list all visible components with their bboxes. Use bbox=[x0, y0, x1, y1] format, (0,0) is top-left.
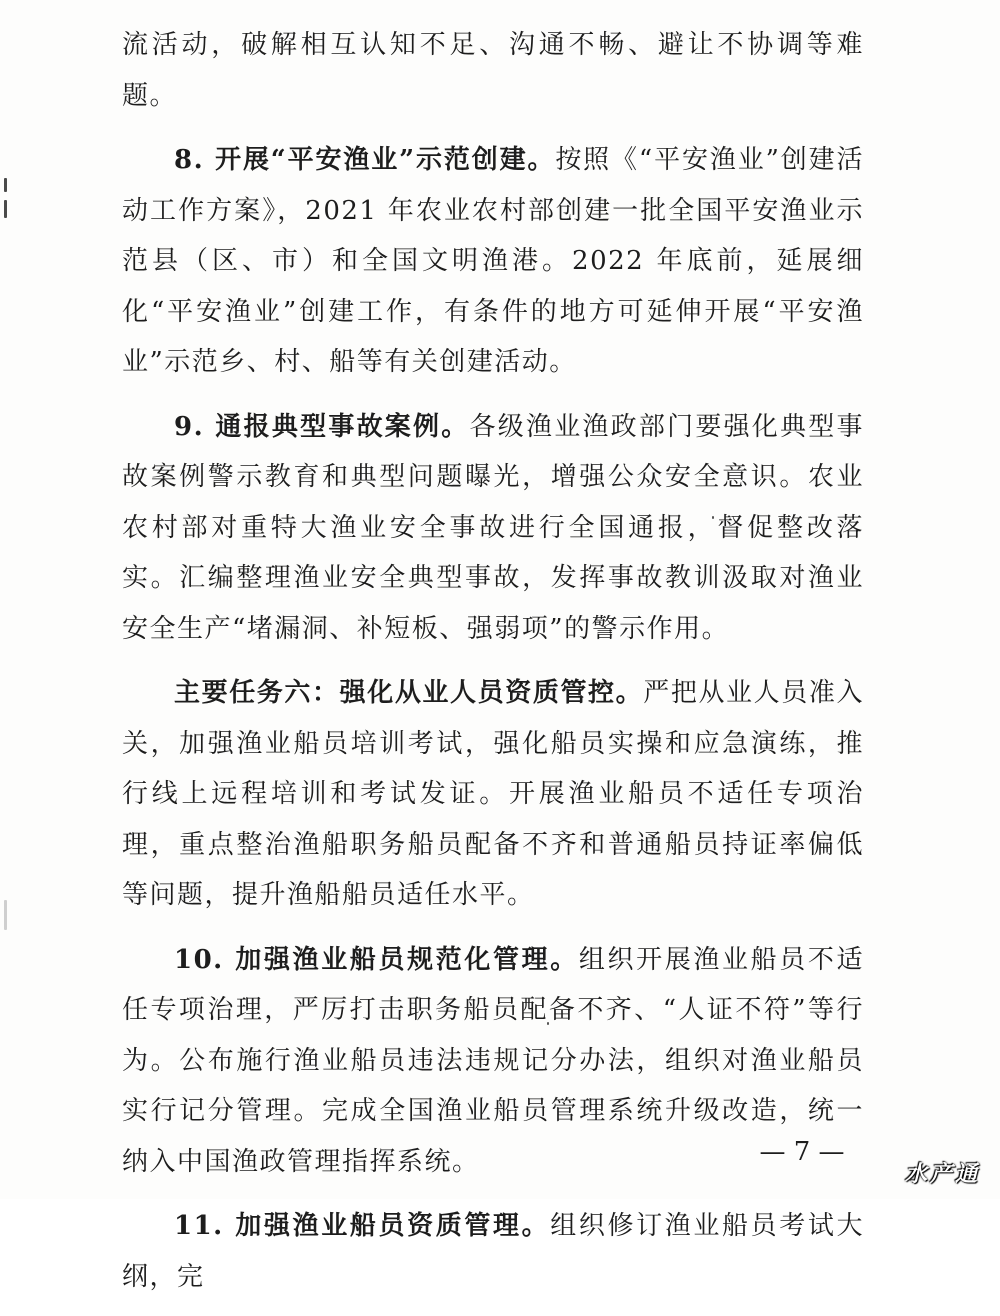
watermark-logo: 水产通 bbox=[905, 1162, 981, 1187]
paragraph-heading: 9. 通报典型事故案例。 bbox=[174, 411, 470, 442]
paragraph-text: 严把从业人员准入关，加强渔业船员培训考试，强化船员实操和应急演练，推行线上远程培训和考试发证。开展渔业船员不适任专项治理，重点整治渔船职务船员配备不齐和普通船员持证率偏低等问题，提升渔船船员适任水平。 bbox=[122, 678, 864, 910]
paragraph-text: 各级渔业渔政部门要强化典型事故案例警示教育和典型问题曝光，增强公众安全意识。农业农村部对重特大渔业安全事故进行全国通报，督促整改落实。汇编整理渔业安全典型事故，发挥事故教训汲取对渔业安全生产“堵漏洞、补短板、强弱项”的警示作用。 bbox=[122, 411, 864, 644]
paragraph-continuation bbox=[122, 20, 864, 121]
paragraph-item-9 bbox=[122, 402, 864, 655]
paragraph-text: 流活动，破解相互认知不足、沟通不畅、避让不协调等难题。 bbox=[122, 30, 864, 111]
paragraph-item-11 bbox=[122, 1201, 864, 1302]
paragraph-text: 组织修订渔业船员考试大纲，完 bbox=[122, 1211, 864, 1292]
scan-edge-mark bbox=[4, 178, 7, 192]
scan-edge-mark bbox=[4, 200, 7, 218]
paragraph-text: 按照《“平安渔业”创建活动工作方案》，2021 年农业农村部创建一批全国平安渔业示范县（区、市）和全国文明渔港。2022 年底前，延展细化“平安渔业”创建工作，有条件的地方可延伸开展“平安渔业”示范乡、村、船等有关创建活动。 bbox=[122, 145, 864, 377]
paragraph-heading: 主要任务六：强化从业人员资质管控。 bbox=[174, 678, 644, 708]
document-body bbox=[122, 20, 864, 1316]
paragraph-heading: 10. 加强渔业船员规范化管理。 bbox=[174, 944, 579, 975]
paragraph-heading: 8. 开展“平安渔业”示范创建。 bbox=[174, 145, 556, 175]
scan-edge-mark bbox=[4, 900, 7, 930]
paragraph-item-8 bbox=[122, 135, 864, 388]
paragraph-text: 组织开展渔业船员不适任专项治理，严厉打击职务船员配备不齐、“人证不符”等行为。公布施行渔业船员违法违规记分办法，组织对渔业船员实行记分管理。完成全国渔业船员管理系统升级改造，统一纳入中国渔政管理指挥系统。 bbox=[122, 944, 864, 1177]
page-number: — 7 — bbox=[759, 1137, 845, 1167]
paragraph-heading: 11. 加强渔业船员资质管理。 bbox=[174, 1211, 551, 1241]
paragraph-task-6 bbox=[122, 668, 864, 921]
